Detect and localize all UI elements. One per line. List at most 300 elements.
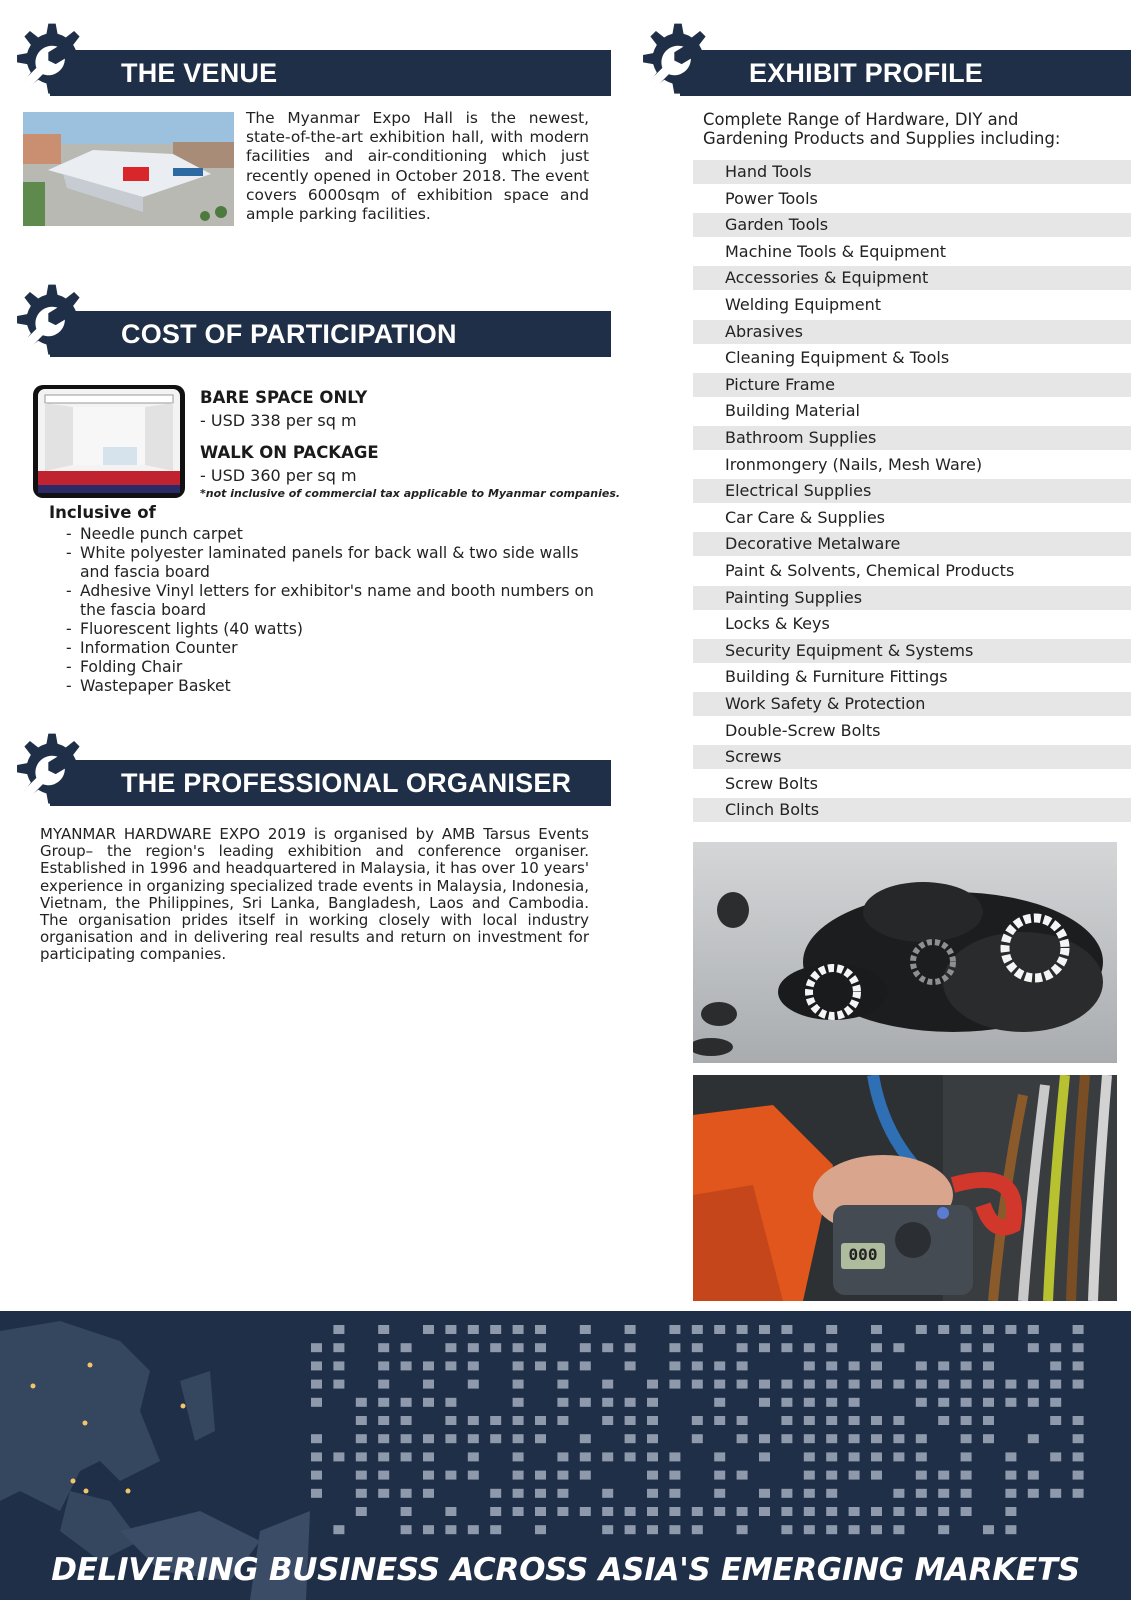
- map-dot: [356, 1489, 367, 1498]
- map-dot: [871, 1434, 882, 1443]
- inclusive-list: [66, 525, 601, 696]
- map-dot: [401, 1398, 412, 1407]
- map-dot: [804, 1380, 815, 1389]
- map-dot: [1028, 1343, 1039, 1352]
- map-dot: [871, 1343, 882, 1352]
- map-dot: [804, 1361, 815, 1370]
- package-bare-space-name: BARE SPACE ONLY: [200, 388, 368, 407]
- map-dot: [333, 1452, 344, 1461]
- map-dot: [401, 1361, 412, 1370]
- list-item: Clinch Bolts: [693, 798, 1131, 822]
- map-dot: [759, 1398, 770, 1407]
- booth-image: [33, 385, 185, 498]
- map-dot: [849, 1361, 860, 1370]
- map-dot: [468, 1380, 479, 1389]
- map-dot: [1073, 1471, 1084, 1480]
- map-dot: [580, 1452, 591, 1461]
- map-dot: [401, 1343, 412, 1352]
- map-dot: [1005, 1380, 1016, 1389]
- map-dot: [916, 1434, 927, 1443]
- map-dot: [893, 1507, 904, 1516]
- cost-title: COST OF PARTICIPATION: [121, 319, 457, 349]
- map-dot: [961, 1434, 972, 1443]
- map-dot: [1028, 1489, 1039, 1498]
- map-dot: [826, 1361, 837, 1370]
- map-dot: [961, 1489, 972, 1498]
- list-item: Ironmongery (Nails, Mesh Ware): [725, 454, 983, 474]
- map-dot: [938, 1489, 949, 1498]
- map-dot: [1028, 1434, 1039, 1443]
- map-dot: [849, 1380, 860, 1389]
- map-dot: [893, 1489, 904, 1498]
- map-dot: [445, 1416, 456, 1425]
- map-dot: [378, 1489, 389, 1498]
- map-dot: [983, 1434, 994, 1443]
- map-dot: [468, 1525, 479, 1534]
- map-dot: [826, 1325, 837, 1334]
- map-dot: [826, 1525, 837, 1534]
- map-dot: [714, 1380, 725, 1389]
- list-item: Painting Supplies: [693, 586, 1131, 610]
- map-dot: [580, 1434, 591, 1443]
- map-dot: [714, 1452, 725, 1461]
- map-dot: [669, 1325, 680, 1334]
- map-dot: [737, 1507, 748, 1516]
- map-dot: [513, 1361, 524, 1370]
- map-dot: [692, 1525, 703, 1534]
- map-dot: [983, 1416, 994, 1425]
- map-dot: [804, 1343, 815, 1352]
- package-walk-on-name: WALK ON PACKAGE: [200, 443, 379, 462]
- list-item: - Information Counter: [66, 639, 601, 658]
- gear-icon: [6, 730, 98, 822]
- map-dot: [647, 1471, 658, 1480]
- map-dot: [938, 1325, 949, 1334]
- cost-header-bar: [50, 311, 611, 357]
- list-item: - Adhesive Vinyl letters for exhibitor's name and booth numbers on the fascia board: [66, 582, 601, 620]
- package-bare-space-price: - USD 338 per sq m: [200, 411, 357, 430]
- map-dot: [916, 1452, 927, 1461]
- map-dot: [1050, 1416, 1061, 1425]
- list-item: - Needle punch carpet: [66, 525, 601, 544]
- map-dot: [356, 1398, 367, 1407]
- map-dot: [445, 1325, 456, 1334]
- map-dot: [759, 1343, 770, 1352]
- exhibit-intro: Complete Range of Hardware, DIY and Gardening Products and Supplies including:: [703, 110, 1061, 149]
- list-item: - Wastepaper Basket: [66, 677, 601, 696]
- tax-note: *not inclusive of commercial tax applicable to Myanmar companies.: [200, 487, 621, 500]
- map-dot: [1073, 1343, 1084, 1352]
- map-dot: [490, 1434, 501, 1443]
- map-dot: [1073, 1416, 1084, 1425]
- map-dot: [423, 1489, 434, 1498]
- map-dot: [333, 1343, 344, 1352]
- organiser-description: MYANMAR HARDWARE EXPO 2019 is organised by AMB Tarsus Events Group– the region's leading exhibition and conference organiser. Established in 1996 and headquartered in Malaysia, it has over 10 years' experience in organizing specialized trade events in Malaysia, Indonesia, Vietnam, the Philippines, Sri Lanka, Bangladesh, Laos and Cambodia. The organisation prides itself in working closely with local industry organisation and in delivering real results and return on investment for participating companies.: [40, 825, 589, 964]
- exhibit-title: EXHIBIT PROFILE: [749, 58, 984, 88]
- clamp-meter-photo: [693, 1075, 1117, 1301]
- map-dot: [781, 1507, 792, 1516]
- map-dot: [692, 1361, 703, 1370]
- map-dot: [423, 1380, 434, 1389]
- map-dot: [938, 1361, 949, 1370]
- map-dot: [714, 1489, 725, 1498]
- list-item: Screw Bolts: [725, 773, 819, 793]
- map-dot: [445, 1398, 456, 1407]
- map-dot: [804, 1398, 815, 1407]
- map-dot: [423, 1325, 434, 1334]
- map-dot: [714, 1398, 725, 1407]
- map-dot: [625, 1452, 636, 1461]
- map-dot: [625, 1398, 636, 1407]
- map-dot: [692, 1416, 703, 1425]
- map-dot: [378, 1452, 389, 1461]
- gear-icon: [6, 281, 98, 373]
- map-dot: [1073, 1380, 1084, 1389]
- map-dot: [647, 1416, 658, 1425]
- map-dot: [916, 1380, 927, 1389]
- map-dot: [535, 1343, 546, 1352]
- map-dot: [938, 1471, 949, 1480]
- list-item: - Folding Chair: [66, 658, 601, 677]
- inclusive-title: Inclusive of: [49, 503, 156, 522]
- map-dot: [737, 1325, 748, 1334]
- map-dot: [1073, 1434, 1084, 1443]
- map-dot: [490, 1416, 501, 1425]
- map-dot: [983, 1380, 994, 1389]
- map-dot: [826, 1416, 837, 1425]
- list-item: Cleaning Equipment & Tools: [725, 348, 950, 368]
- map-dot: [938, 1416, 949, 1425]
- map-dot: [513, 1452, 524, 1461]
- map-dot: [401, 1489, 412, 1498]
- map-dot: [759, 1507, 770, 1516]
- map-dot: [804, 1434, 815, 1443]
- map-dot: [983, 1343, 994, 1352]
- venue-photo: [23, 112, 234, 226]
- package-walk-on-price: - USD 360 per sq m: [200, 466, 357, 485]
- map-dot: [602, 1489, 613, 1498]
- list-item: Decorative Metalware: [693, 532, 1131, 556]
- map-dot: [781, 1398, 792, 1407]
- map-dot: [535, 1361, 546, 1370]
- map-dot: [669, 1380, 680, 1389]
- map-dot: [916, 1507, 927, 1516]
- map-dot: [938, 1380, 949, 1389]
- map-dot: [961, 1343, 972, 1352]
- map-dot: [781, 1489, 792, 1498]
- map-dot: [759, 1489, 770, 1498]
- map-dot: [513, 1343, 524, 1352]
- venue-description: The Myanmar Expo Hall is the newest, state-of-the-art exhibition hall, with modern facilities and air-conditioning which just recently opened in October 2018. The event covers 6000sqm of exhibition space and ample parking facilities.: [246, 109, 589, 224]
- map-dot: [423, 1452, 434, 1461]
- map-dot: [826, 1380, 837, 1389]
- map-dot: [580, 1507, 591, 1516]
- map-dot: [893, 1525, 904, 1534]
- map-dot: [1005, 1452, 1016, 1461]
- map-dot: [513, 1325, 524, 1334]
- map-dot: [625, 1525, 636, 1534]
- map-dot: [602, 1398, 613, 1407]
- map-dot: [513, 1434, 524, 1443]
- map-dot: [535, 1325, 546, 1334]
- map-dot: [468, 1361, 479, 1370]
- map-dot: [356, 1416, 367, 1425]
- map-dot: [737, 1361, 748, 1370]
- map-dot: [871, 1525, 882, 1534]
- map-dot: [333, 1380, 344, 1389]
- map-dot: [423, 1525, 434, 1534]
- map-dot: [333, 1325, 344, 1334]
- map-dot: [916, 1325, 927, 1334]
- map-dot: [445, 1361, 456, 1370]
- list-item: Screws: [693, 745, 1131, 769]
- map-dot: [513, 1471, 524, 1480]
- venue-header-bar: [50, 50, 611, 96]
- map-dot: [647, 1452, 658, 1461]
- map-dot: [401, 1452, 412, 1461]
- map-dot: [468, 1325, 479, 1334]
- map-dot: [961, 1452, 972, 1461]
- map-dot: [423, 1471, 434, 1480]
- map-dot: [311, 1380, 322, 1389]
- map-dot: [849, 1434, 860, 1443]
- map-dot: [759, 1434, 770, 1443]
- map-dot: [490, 1507, 501, 1516]
- map-dot: [445, 1525, 456, 1534]
- map-dot: [714, 1471, 725, 1480]
- map-dot: [714, 1507, 725, 1516]
- map-dot: [893, 1416, 904, 1425]
- map-dot: [445, 1343, 456, 1352]
- map-dot: [1073, 1325, 1084, 1334]
- map-dot: [961, 1380, 972, 1389]
- map-dot: [1073, 1361, 1084, 1370]
- map-dot: [938, 1507, 949, 1516]
- list-item: Double-Screw Bolts: [725, 720, 881, 740]
- map-dot: [669, 1361, 680, 1370]
- map-dot: [423, 1398, 434, 1407]
- map-dot: [826, 1507, 837, 1516]
- map-dot: [983, 1361, 994, 1370]
- map-dot: [826, 1434, 837, 1443]
- map-dot: [580, 1343, 591, 1352]
- map-dot: [961, 1471, 972, 1480]
- map-dot: [916, 1489, 927, 1498]
- map-dot: [737, 1343, 748, 1352]
- map-dot: [647, 1525, 658, 1534]
- map-dot: [893, 1380, 904, 1389]
- meter-reading: 000: [848, 1245, 878, 1264]
- map-dot: [445, 1471, 456, 1480]
- list-item: Power Tools: [725, 188, 818, 208]
- map-dot: [871, 1361, 882, 1370]
- map-dot: [513, 1398, 524, 1407]
- map-dot: [737, 1416, 748, 1425]
- map-dot: [311, 1398, 322, 1407]
- list-item: Security Equipment & Systems: [693, 639, 1131, 663]
- map-dot: [580, 1325, 591, 1334]
- map-dot: [468, 1343, 479, 1352]
- map-dot: [893, 1434, 904, 1443]
- map-dot: [804, 1489, 815, 1498]
- map-dot: [1005, 1525, 1016, 1534]
- map-dot: [468, 1416, 479, 1425]
- map-dot: [490, 1525, 501, 1534]
- map-dot: [1050, 1398, 1061, 1407]
- map-dot: [737, 1471, 748, 1480]
- map-dot: [781, 1416, 792, 1425]
- list-item: Accessories & Equipment: [693, 266, 1131, 290]
- list-item: - Fluorescent lights (40 watts): [66, 620, 601, 639]
- map-dot: [737, 1525, 748, 1534]
- map-dot: [983, 1325, 994, 1334]
- map-dot: [871, 1416, 882, 1425]
- map-dot: [378, 1416, 389, 1425]
- map-dot: [557, 1380, 568, 1389]
- map-dot: [871, 1471, 882, 1480]
- map-dot: [916, 1471, 927, 1480]
- map-dot: [983, 1525, 994, 1534]
- map-dot: [468, 1452, 479, 1461]
- gear-icon: [6, 20, 98, 112]
- map-dot: [625, 1361, 636, 1370]
- map-dot: [759, 1325, 770, 1334]
- list-item: - White polyester laminated panels for back wall & two side walls and fascia board: [66, 544, 601, 582]
- map-dot: [468, 1471, 479, 1480]
- map-dot: [311, 1434, 322, 1443]
- map-dot: [804, 1452, 815, 1461]
- map-dot: [692, 1325, 703, 1334]
- map-dot: [893, 1343, 904, 1352]
- map-dot: [311, 1452, 322, 1461]
- map-dot: [804, 1525, 815, 1534]
- map-dot: [849, 1525, 860, 1534]
- map-dot: [602, 1452, 613, 1461]
- map-dot: [513, 1507, 524, 1516]
- map-dot: [401, 1507, 412, 1516]
- map-dot: [580, 1398, 591, 1407]
- map-dot: [647, 1507, 658, 1516]
- map-dot: [445, 1507, 456, 1516]
- map-dot: [401, 1434, 412, 1443]
- organiser-title: THE PROFESSIONAL ORGANISER: [121, 768, 572, 798]
- map-dot: [535, 1434, 546, 1443]
- map-dot: [1073, 1452, 1084, 1461]
- map-dot: [647, 1489, 658, 1498]
- map-dot: [669, 1507, 680, 1516]
- map-dot: [849, 1471, 860, 1480]
- list-item: Machine Tools & Equipment: [725, 241, 946, 261]
- map-dot: [669, 1489, 680, 1498]
- map-dot: [893, 1452, 904, 1461]
- map-dot: [692, 1434, 703, 1443]
- exhibit-header-bar: [680, 50, 1131, 96]
- map-dot: [1028, 1471, 1039, 1480]
- map-dot: [557, 1489, 568, 1498]
- map-dot: [1005, 1489, 1016, 1498]
- map-dot: [849, 1398, 860, 1407]
- map-dot: [356, 1471, 367, 1480]
- map-dot: [602, 1525, 613, 1534]
- map-dot: [513, 1416, 524, 1425]
- map-dot: [378, 1361, 389, 1370]
- map-dot: [849, 1416, 860, 1425]
- map-dot: [938, 1525, 949, 1534]
- map-dot: [490, 1343, 501, 1352]
- map-dot: [983, 1398, 994, 1407]
- map-dot: [333, 1525, 344, 1534]
- map-dot: [490, 1489, 501, 1498]
- map-dot: [602, 1416, 613, 1425]
- map-dot: [669, 1343, 680, 1352]
- map-dot: [1050, 1452, 1061, 1461]
- footer-banner: [0, 1311, 1131, 1600]
- map-dot: [602, 1507, 613, 1516]
- map-dot: [961, 1416, 972, 1425]
- map-dot: [378, 1380, 389, 1389]
- map-dot: [557, 1471, 568, 1480]
- map-dot: [871, 1380, 882, 1389]
- map-dot: [423, 1434, 434, 1443]
- map-dot: [759, 1452, 770, 1461]
- map-dot: [692, 1380, 703, 1389]
- map-dot: [625, 1343, 636, 1352]
- list-item: Car Care & Supplies: [725, 507, 886, 527]
- map-dot: [669, 1452, 680, 1461]
- map-dot: [602, 1380, 613, 1389]
- map-dot: [669, 1471, 680, 1480]
- map-dot: [826, 1489, 837, 1498]
- map-dot: [871, 1452, 882, 1461]
- map-dot: [804, 1507, 815, 1516]
- map-dot: [311, 1489, 322, 1498]
- map-dot: [692, 1507, 703, 1516]
- list-item: Abrasives: [693, 320, 1131, 344]
- map-dot: [580, 1361, 591, 1370]
- map-dot: [871, 1325, 882, 1334]
- map-dot: [445, 1434, 456, 1443]
- map-dot: [535, 1489, 546, 1498]
- map-dot: [625, 1416, 636, 1425]
- map-dot: [737, 1434, 748, 1443]
- map-dot: [737, 1380, 748, 1389]
- map-dot: [535, 1525, 546, 1534]
- map-dot: [804, 1471, 815, 1480]
- map-dot: [781, 1343, 792, 1352]
- map-dot: [1028, 1380, 1039, 1389]
- map-dot: [490, 1325, 501, 1334]
- map-dot: [1050, 1343, 1061, 1352]
- list-item: Bathroom Supplies: [693, 426, 1131, 450]
- map-dot: [781, 1380, 792, 1389]
- map-dot: [423, 1361, 434, 1370]
- venue-title: THE VENUE: [121, 58, 278, 88]
- map-dot: [356, 1452, 367, 1461]
- list-item: Electrical Supplies: [693, 479, 1131, 503]
- map-dot: [692, 1343, 703, 1352]
- map-dot: [1028, 1325, 1039, 1334]
- list-item: Building & Furniture Fittings: [725, 667, 948, 687]
- map-dot: [557, 1398, 568, 1407]
- map-dot: [871, 1507, 882, 1516]
- bolts-photo: [693, 842, 1117, 1063]
- map-dot: [378, 1434, 389, 1443]
- map-dot: [1005, 1325, 1016, 1334]
- map-dot: [378, 1471, 389, 1480]
- map-dot: [1005, 1507, 1016, 1516]
- map-dot: [535, 1471, 546, 1480]
- map-dot: [1050, 1361, 1061, 1370]
